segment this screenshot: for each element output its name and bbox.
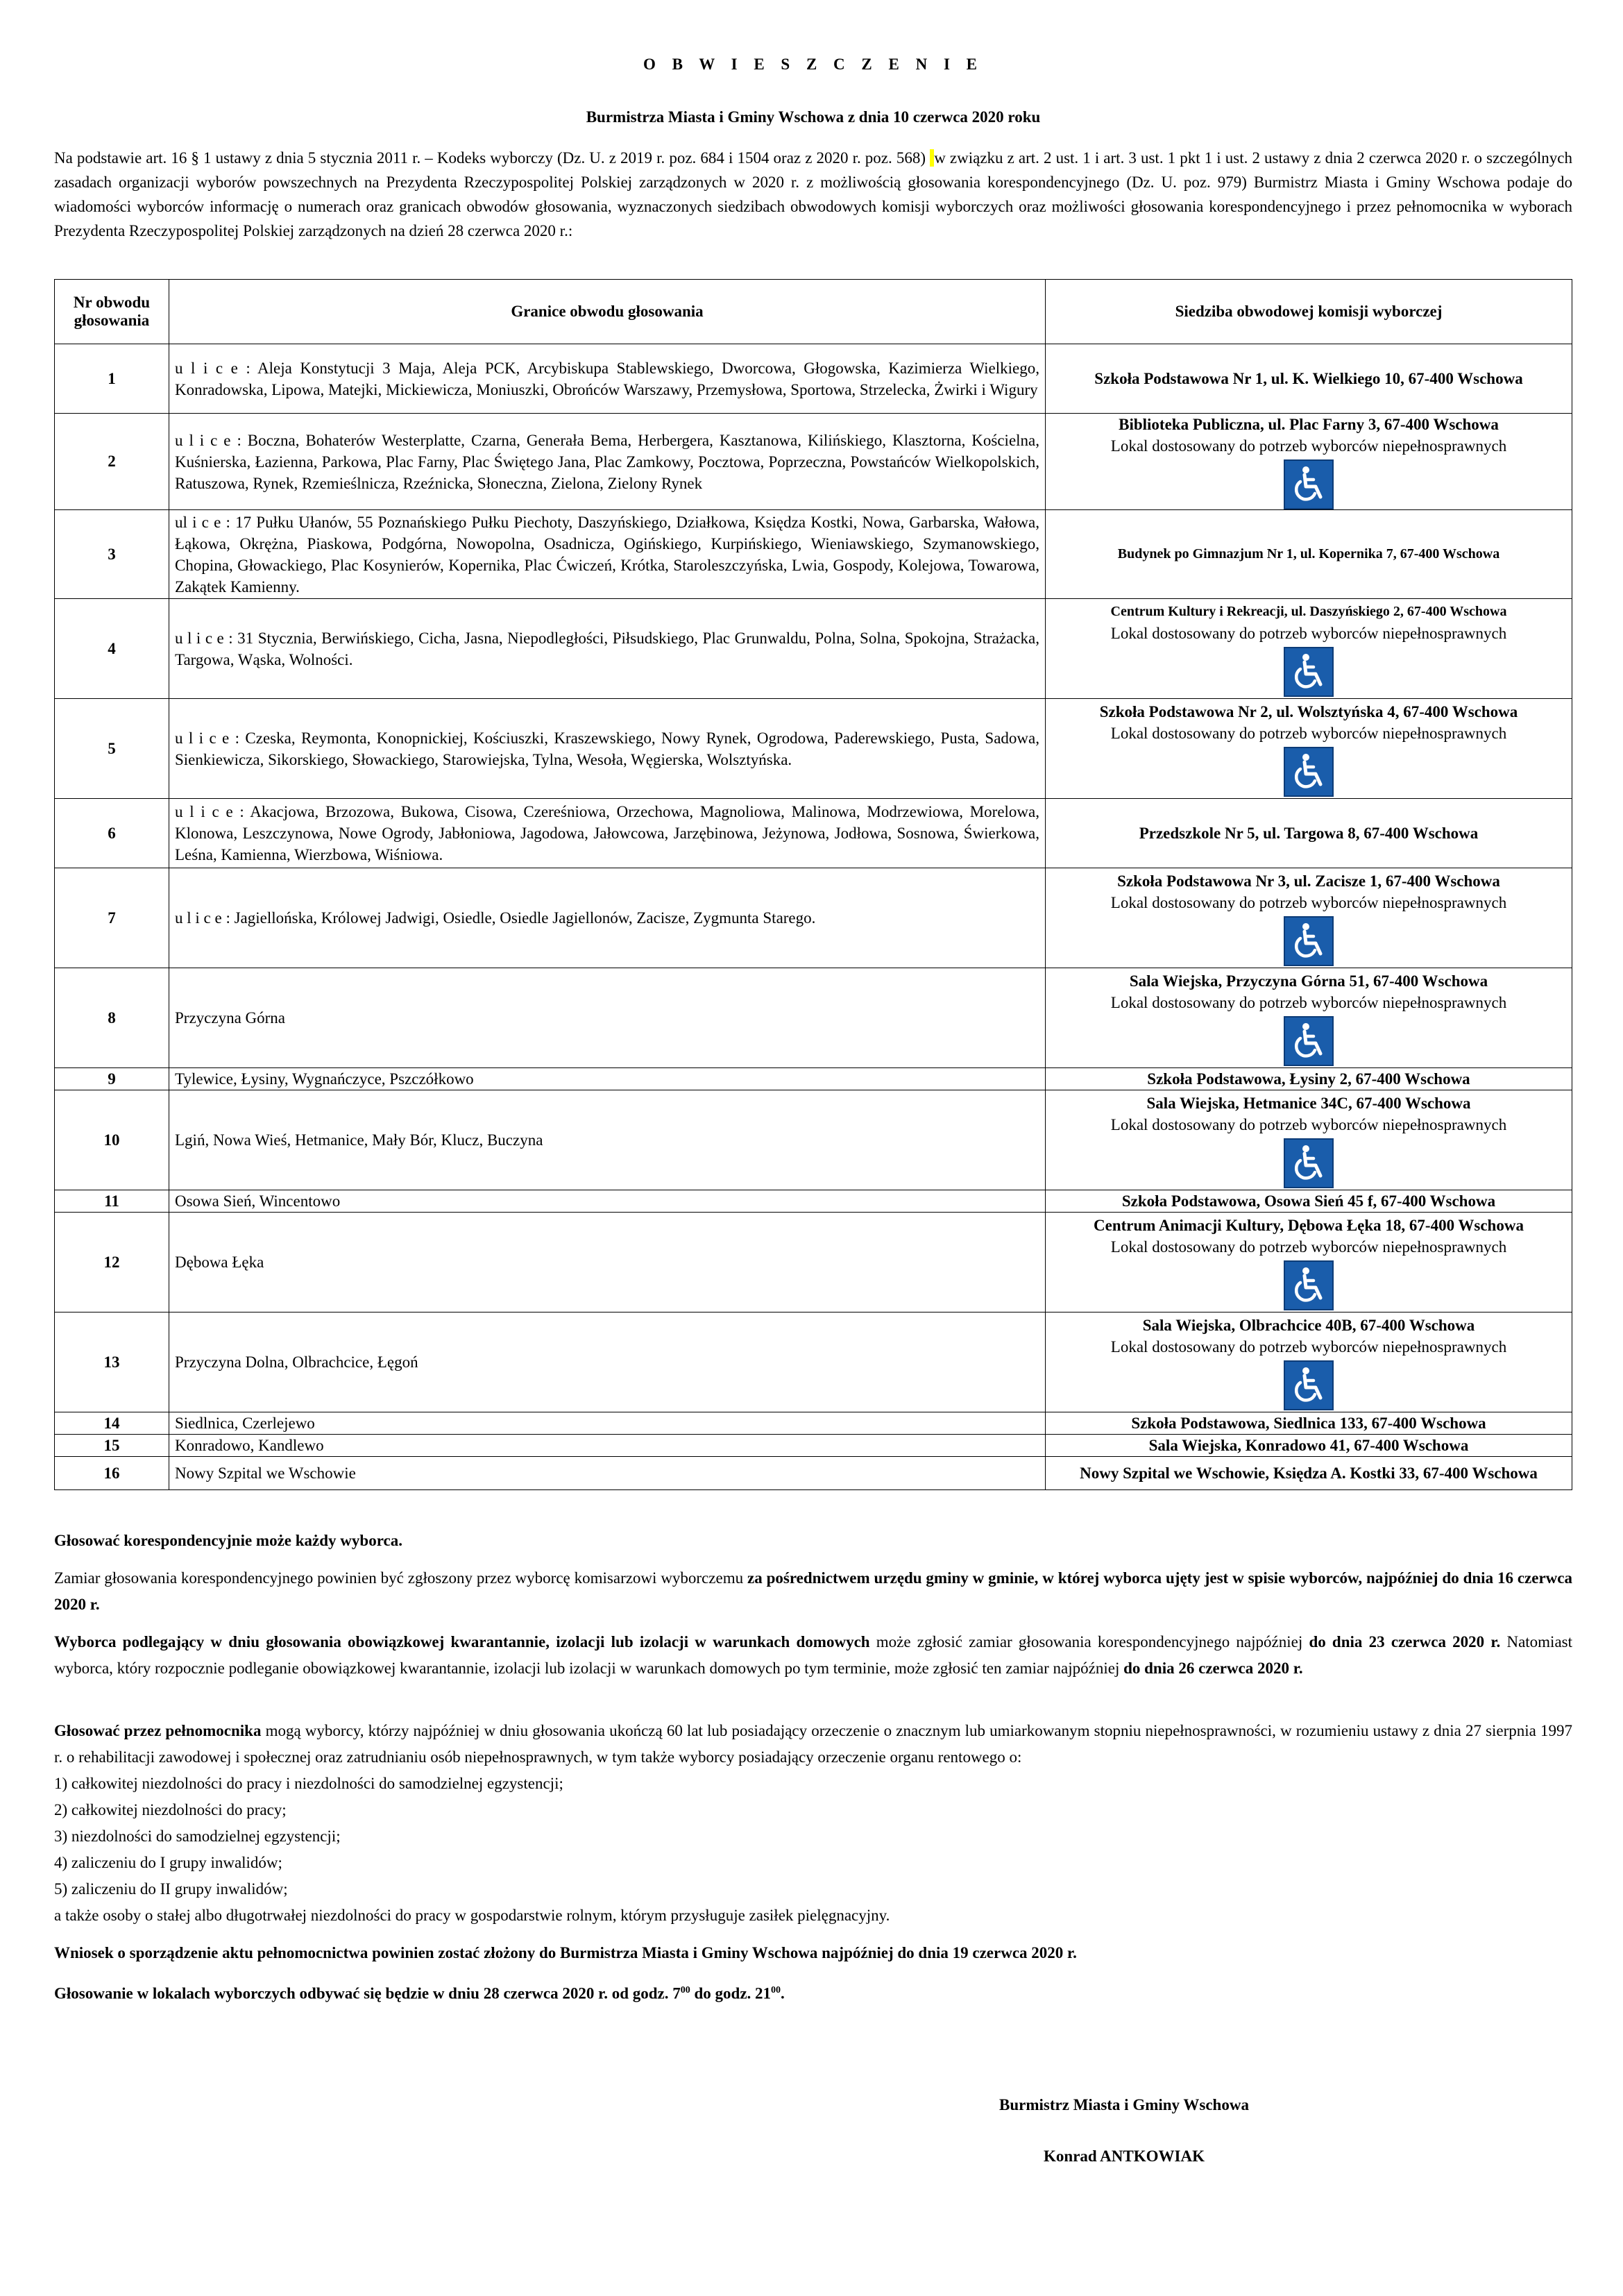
info-p4-bold: Głosować przez pełnomocnika: [54, 1722, 262, 1739]
info-p3-bold-e: do dnia 26 czerwca 2020 r.: [1123, 1660, 1303, 1677]
commission-seat: [1046, 1213, 1572, 1312]
commission-seat-name: Budynek po Gimnazjum Nr 1, ul. Kopernika 7, 67-400 Wschowa: [1117, 546, 1500, 562]
notice-subtitle: Burmistrza Miasta i Gminy Wschowa z dnia 10 czerwca 2020 roku: [586, 108, 1041, 126]
accessible-label: Lokal dostosowany do potrzeb wyborców niepełnosprawnych: [1110, 893, 1507, 911]
district-number: 16: [55, 1457, 169, 1490]
intro-part1: Na podstawie art. 16 § 1 ustawy z dnia 5 stycznia 2011 r. – Kodeks wyborczy (Dz. U. z 2019 r. poz. 684 i 1504 oraz z 2020 r. poz. 568): [54, 149, 926, 167]
info-paragraph-6: Wniosek o sporządzenie aktu pełnomocnictwa powinien zostać złożony do Burmistrza Miasta i Gminy Wschowa najpóźniej do dnia 19 czerwca 2020 r.: [54, 1944, 1077, 1961]
district-number: 15: [55, 1435, 169, 1457]
district-boundaries: Przyczyna Górna: [169, 968, 1046, 1068]
district-number: 6: [55, 799, 169, 868]
district-number: 13: [55, 1312, 169, 1412]
district-number: 2: [55, 414, 169, 510]
commission-seat-name: Przedszkole Nr 5, ul. Targowa 8, 67-400 Wschowa: [1139, 825, 1479, 842]
district-number: 9: [55, 1068, 169, 1090]
accessible-label: Lokal dostosowany do potrzeb wyborców niepełnosprawnych: [1110, 993, 1507, 1011]
district-boundaries: u l i c e : Akacjowa, Brzozowa, Bukowa, Cisowa, Czereśniowa, Orzechowa, Magnoliowa, Malinowa, Modrzewiowa, Morelowa, Klonowa, Leszczynowa, Nowe Ogrody, Jabłoniowa, Jagodowa, Jałowcowa, Jarzębinowa, Jeżynowa, Jodłowa, Sosnowa, Świerkowa, Leśna, Kamienna, Wierzbowa, Wiśniowa.: [169, 799, 1046, 868]
wheelchair-icon: [1284, 916, 1334, 966]
commission-seat-name: Szkoła Podstawowa, Osowa Sień 45 f, 67-400 Wschowa: [1121, 1192, 1496, 1210]
info-p3-text-b: może zgłosić zamiar głosowania korespondencyjnego najpóźniej: [869, 1633, 1309, 1651]
table-row: [55, 1068, 1572, 1090]
wheelchair-icon: [1284, 1016, 1334, 1066]
district-boundaries: u l i c e : Jagiellońska, Królowej Jadwigi, Osiedle, Osiedle Jagiellonów, Zacisze, Zygmunta Starego.: [169, 868, 1046, 968]
district-boundaries: Nowy Szpital we Wschowie: [169, 1457, 1046, 1490]
district-boundaries: ul i c e : 17 Pułku Ułanów, 55 Poznańskiego Pułku Piechoty, Daszyńskiego, Działkowa, Księdza Kostki, Nowa, Garbarska, Wałowa, Łąkowa, Okrężna, Piaskowa, Podgórna, Nowopolna, Osadnicza, Ogińskiego, Kurpińskiego, Wieniawskiego, Szymanowskiego, Chopina, Głowackiego, Plac Kosynierów, Kopernika, Plac Ćwiczeń, Krótka, Staroleszczyńska, Lwia, Gospody, Kolejowa, Towarowa, Zakątek Kamienny.: [169, 510, 1046, 599]
table-header-row: [55, 280, 1572, 344]
accessible-label: Lokal dostosowany do potrzeb wyborców niepełnosprawnych: [1110, 724, 1507, 742]
commission-seat-name: Szkoła Podstawowa, Siedlnica 133, 67-400 Wschowa: [1131, 1415, 1486, 1432]
info-paragraph-3: [54, 1629, 1572, 1682]
table-body: [55, 344, 1572, 1490]
district-boundaries: Dębowa Łęka: [169, 1213, 1046, 1312]
commission-seat-name: Sala Wiejska, Olbrachcice 40B, 67-400 Wschowa: [1142, 1316, 1475, 1334]
district-number: 3: [55, 510, 169, 599]
commission-seat-name: Centrum Animacji Kultury, Dębowa Łęka 18, 67-400 Wschowa: [1094, 1216, 1524, 1234]
info-paragraph-1: Głosować korespondencyjnie może każdy wyborca.: [54, 1532, 402, 1549]
table-row: [55, 510, 1572, 599]
accessible-label: Lokal dostosowany do potrzeb wyborców niepełnosprawnych: [1110, 624, 1507, 642]
proxy-conditions-list: [54, 1771, 1572, 1902]
intro-part2: w związku z art. 2 ust. 1 i art. 3 ust. 1 pkt 1 i ust. 2 ustawy z dnia 2 czerwca 2020 r. o szczególnych zasadach organizacji wyborów powszechnych na Prezydenta Rzeczypospolitej Polskiej zarządzonych w 2020 r. z możliwością głosowania korespondencyjnego (Dz. U. poz. 979) Burmistrz Miasta i Gminy Wschowa podaje do wiadomości wyborców informację o numerach oraz granicach obwodów głosowania, wyznaczonych siedzibach obwodowych komisji wyborczych oraz możliwości głosowania korespondencyjnego i przez pełnomocnika w wyborach Prezydenta Rzeczypospolitej Polskiej zarządzonych na dzień 28 czerwca 2020 r.:: [54, 149, 1573, 239]
commission-seat: [1046, 1435, 1572, 1457]
commission-seat: [1046, 1090, 1572, 1190]
commission-seat: [1046, 344, 1572, 414]
accessible-label: Lokal dostosowany do potrzeb wyborców niepełnosprawnych: [1110, 437, 1507, 455]
district-number: 11: [55, 1190, 169, 1213]
commission-seat-name: Szkoła Podstawowa Nr 3, ul. Zacisze 1, 67-400 Wschowa: [1117, 872, 1500, 890]
info-p7-sup2: 00: [771, 1985, 781, 1995]
table-row: [55, 868, 1572, 968]
header-siedziba: Siedziba obwodowej komisji wyborczej: [1046, 280, 1572, 344]
table-row: [55, 344, 1572, 414]
table-row: [55, 599, 1572, 699]
info-p7-b: do godz. 21: [690, 1984, 772, 2002]
table-row: [55, 1435, 1572, 1457]
district-boundaries: Tylewice, Łysiny, Wygnańczyce, Pszczółkowo: [169, 1068, 1046, 1090]
district-boundaries: Osowa Sień, Wincentowo: [169, 1190, 1046, 1213]
info-paragraph-2: [54, 1565, 1572, 1618]
commission-seat: [1046, 1312, 1572, 1412]
commission-seat: [1046, 968, 1572, 1068]
info-paragraph-5: a także osoby o stałej albo długotrwałej niezdolności do pracy w gospodarstwie rolnym, którym przysługuje zasiłek pielęgnacyjny.: [54, 1907, 890, 1924]
commission-seat: [1046, 799, 1572, 868]
district-number: 8: [55, 968, 169, 1068]
info-paragraph-7: [54, 1977, 1572, 2007]
wheelchair-icon: [1284, 459, 1334, 509]
signature-role: Burmistrz Miasta i Gminy Wschowa: [999, 2096, 1249, 2113]
info-paragraph-4: [54, 1718, 1572, 1771]
notice-title: O B W I E S Z C Z E N I E: [643, 56, 984, 73]
district-number: 14: [55, 1412, 169, 1435]
district-number: 1: [55, 344, 169, 414]
commission-seat: [1046, 1457, 1572, 1490]
info-section: [54, 1528, 1572, 2007]
commission-seat-name: Szkoła Podstawowa Nr 1, ul. K. Wielkiego 10, 67-400 Wschowa: [1094, 370, 1523, 387]
accessible-label: Lokal dostosowany do potrzeb wyborców niepełnosprawnych: [1110, 1115, 1507, 1133]
list-item: 5) zaliczeniu do II grupy inwalidów;: [54, 1880, 288, 1898]
table-row: [55, 799, 1572, 868]
district-number: 10: [55, 1090, 169, 1190]
commission-seat-name: Nowy Szpital we Wschowie, Księdza A. Kostki 33, 67-400 Wschowa: [1080, 1464, 1538, 1482]
district-boundaries: Siedlnica, Czerlejewo: [169, 1412, 1046, 1435]
intro-paragraph: [54, 146, 1572, 243]
commission-seat-name: Sala Wiejska, Konradowo 41, 67-400 Wschowa: [1148, 1437, 1469, 1454]
info-p4-text: mogą wyborcy, którzy najpóźniej w dniu głosowania ukończą 60 lat lub posiadający orzeczenie o znacznym lub umiarkowanym stopniu niepełnosprawności, w rozumieniu ustawy z dnia 27 sierpnia 1997 r. o rehabilitacji zawodowej i społecznej oraz zatrudnianiu osób niepełnosprawnych, w tym także wyborcy posiadający orzeczenie organu rentowego o:: [54, 1722, 1572, 1766]
commission-seat: [1046, 510, 1572, 599]
commission-seat-name: Szkoła Podstawowa, Łysiny 2, 67-400 Wschowa: [1147, 1070, 1470, 1088]
info-p3-bold-a: Wyborca podlegający w dniu głosowania obowiązkowej kwarantannie, izolacji lub izolacji w warunkach domowych: [54, 1633, 870, 1651]
commission-seat-name: Sala Wiejska, Hetmanice 34C, 67-400 Wschowa: [1146, 1094, 1471, 1112]
district-boundaries: Konradowo, Kandlewo: [169, 1435, 1046, 1457]
district-boundaries: Lgiń, Nowa Wieś, Hetmanice, Mały Bór, Klucz, Buczyna: [169, 1090, 1046, 1190]
commission-seat-name: Biblioteka Publiczna, ul. Plac Farny 3, 67-400 Wschowa: [1119, 416, 1499, 433]
header-granice: Granice obwodu głosowania: [169, 280, 1046, 344]
header-nr: Nr obwodu głosowania: [55, 280, 169, 344]
accessible-label: Lokal dostosowany do potrzeb wyborców niepełnosprawnych: [1110, 1337, 1507, 1356]
district-boundaries: Przyczyna Dolna, Olbrachcice, Łęgoń: [169, 1312, 1046, 1412]
district-boundaries: u l i c e : Czeska, Reymonta, Konopnickiej, Kościuszki, Kraszewskiego, Nowy Rynek, Ogrodowa, Paderewskiego, Pusta, Sadowa, Sienkiewicza, Sikorskiego, Słowackiego, Starowiejska, Tylna, Wesoła, Węgierska, Wolsztyńska.: [169, 699, 1046, 799]
table-row: [55, 1090, 1572, 1190]
commission-seat: [1046, 868, 1572, 968]
wheelchair-icon: [1284, 1360, 1334, 1410]
commission-seat: [1046, 1068, 1572, 1090]
list-item: 4) zaliczeniu do I grupy inwalidów;: [54, 1854, 282, 1871]
commission-seat-name: Centrum Kultury i Rekreacji, ul. Daszyńskiego 2, 67-400 Wschowa: [1110, 603, 1507, 619]
district-boundaries: u l i c e : Aleja Konstytucji 3 Maja, Aleja PCK, Arcybiskupa Stablewskiego, Dworcowa, Głogowska, Kazimierza Wielkiego, Konradowska, Lipowa, Matejki, Mickiewicza, Moniuszki, Obrońców Warszawy, Przemysłowa, Sportowa, Strzelecka, Żwirki i Wigury: [169, 344, 1046, 414]
wheelchair-icon: [1284, 647, 1334, 697]
district-boundaries: u l i c e : Boczna, Bohaterów Westerplatte, Czarna, Generała Bema, Herbergera, Kasztanowa, Kilińskiego, Klasztorna, Kościelna, Kuśnierska, Łazienna, Parkowa, Plac Farny, Plac Świętego Jana, Plac Zamkowy, Pocztowa, Poprzeczna, Powstańców Wielkopolskich, Ratuszowa, Rynek, Rzemieślnicza, Rzeźnicka, Słoneczna, Zielona, Zielony Rynek: [169, 414, 1046, 510]
table-row: [55, 699, 1572, 799]
table-row: [55, 1213, 1572, 1312]
wheelchair-icon: [1284, 1138, 1334, 1188]
commission-seat: [1046, 599, 1572, 699]
commission-seat: [1046, 1412, 1572, 1435]
wheelchair-icon: [1284, 1260, 1334, 1310]
list-item: 3) niezdolności do samodzielnej egzystencji;: [54, 1827, 341, 1845]
commission-seat: [1046, 1190, 1572, 1213]
commission-seat-name: Sala Wiejska, Przyczyna Górna 51, 67-400 Wschowa: [1129, 972, 1488, 990]
accessible-label: Lokal dostosowany do potrzeb wyborców niepełnosprawnych: [1110, 1238, 1507, 1256]
table-row: [55, 1457, 1572, 1490]
district-boundaries: u l i c e : 31 Stycznia, Berwińskiego, Cicha, Jasna, Niepodległości, Piłsudskiego, Plac Grunwaldu, Polna, Solna, Spokojna, Strażacka, Targowa, Wąska, Wolności.: [169, 599, 1046, 699]
info-p2-text: Zamiar głosowania korespondencyjnego powinien być zgłoszony przez wyborcę komisarzowi wyborczemu: [54, 1569, 747, 1587]
commission-seat: [1046, 414, 1572, 510]
commission-seat-name: Szkoła Podstawowa Nr 2, ul. Wolsztyńska 4, 67-400 Wschowa: [1099, 702, 1518, 720]
commission-seat: [1046, 699, 1572, 799]
district-number: 5: [55, 699, 169, 799]
info-p3-bold-c: do dnia 23 czerwca 2020 r.: [1309, 1633, 1501, 1651]
signature-name: Konrad ANTKOWIAK: [1044, 2147, 1205, 2165]
info-p7-sup1: 00: [680, 1985, 690, 1995]
table-row: [55, 1190, 1572, 1213]
info-p2-bold: za pośrednictwem urzędu gminy w gminie, w której wyborca ujęty jest w spisie wyborców, najpóźniej do dnia 16 czerwca 2020 r.: [54, 1569, 1572, 1613]
table-row: [55, 1312, 1572, 1412]
wheelchair-icon: [1284, 747, 1334, 797]
district-number: 4: [55, 599, 169, 699]
list-item: 2) całkowitej niezdolności do pracy;: [54, 1801, 287, 1818]
list-item: 1) całkowitej niezdolności do pracy i niezdolności do samodzielnej egzystencji;: [54, 1775, 563, 1792]
district-number: 7: [55, 868, 169, 968]
info-p7-c: .: [781, 1984, 785, 2002]
table-row: [55, 1412, 1572, 1435]
table-row: [55, 414, 1572, 510]
district-number: 12: [55, 1213, 169, 1312]
table-row: [55, 968, 1572, 1068]
info-p7-a: Głosowanie w lokalach wyborczych odbywać się będzie w dniu 28 czerwca 2020 r. od godz. 7: [54, 1984, 681, 2002]
notice-page: [54, 54, 1572, 2007]
info-p3-text-d: Natomiast wyborca, który rozpocznie podleganie obowiązkowej kwarantannie, izolacji lub izolacji w warunkach domowych po tym terminie, może zgłosić ten zamiar najpóźniej: [54, 1633, 1572, 1677]
districts-table: [54, 279, 1572, 1490]
